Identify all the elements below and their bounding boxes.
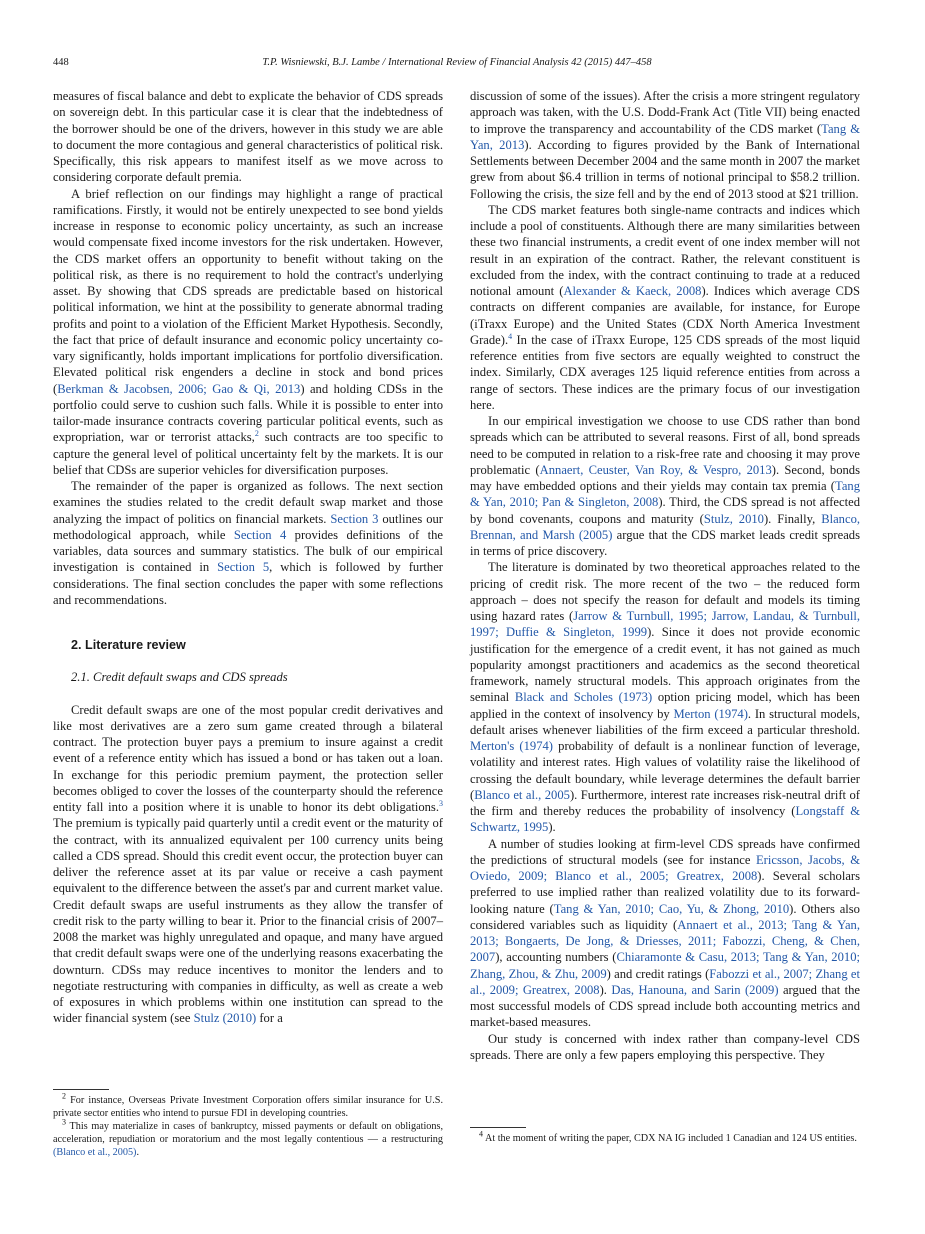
paragraph: discussion of some of the issues). After the crisis a more stringent regulatory approach was taken, with the U.S. Dodd-Frank Act (Title VII) being enacted to improve the transparency and accountability of the CDS market (Tang & Yan, 2013). According to figures provided by the Bank of International Settlements between December 2004 and the same month in 2007 the market grew from about $6.4 trillion in terms of notional principal to $58.2 trillion. Following the crisis, the size fell and by the end of 2013 stood at $21 trillion. (470, 89, 860, 201)
paragraph: A brief reflection on our findings may highlight a range of practical ramifications. Firstly, it would not be entirely unexpected to see bond yields increase in response to economic policy uncertainty, as such an increase would compensate fixed income investors for the risk undertaken. However, the CDS market offers an opportunity to benefit without taking on the political risk, as there is no requirement to hold the contract's underlying asset. By showing that CDS spreads are predictable based on historical political information, we hint at the possibility to generate abnormal trading profits and point to a violation of the Efficient Market Hypothesis. Secondly, the fact that price of default insurance and economic policy uncertainty co-vary significantly, holds important implications for portfolio diversification. Elevated political risk engenders a decline in stock and bond prices (Berkman & Jacobsen, 2006; Gao & Qi, 2013) and holding CDSs in the portfolio could serve to cushion such falls. While it is possible to enter into tailor-made insurance contracts covering particular political events, such as expropriation, war or terrorist attacks,$^2$ such contracts are too specific to capture the general level of political uncertainty felt by the markets. It is our belief that CDSs are superior vehicles for diversification purposes. (53, 186, 444, 477)
paragraph: measures of fiscal balance and debt to explicate the behavior of CDS spreads on sovereign debt. In this particular case it is clear that the indebtedness of the borrower should be one of the drivers, however in this study we are able to document the more contagious and general characteristics of political risk. Specifically, this risk appears to manifest itself as we move across to considering corporate default premia. (53, 89, 443, 185)
footnote-rule (53, 1089, 109, 1090)
footnote-ref[interactable]: 4 (508, 331, 513, 341)
citation-link[interactable]: Stulz, 2010 (703, 511, 764, 526)
citation-link[interactable]: Blanco et al., 2005 (474, 787, 570, 802)
footnotes-left (53, 1089, 443, 1159)
citation-link[interactable]: Fabozzi et al., 2007; Zhang et al., 2009; Greatrex, 2008 (470, 966, 861, 997)
citation-link[interactable]: Annaert, Ceuster, Van Roy, & Vespro, 2013 (539, 462, 772, 477)
citation-link[interactable]: Black and Scholes (1973) (514, 690, 653, 705)
citation-link[interactable]: Merton's (1974) (470, 739, 553, 753)
paragraph: Our study is concerned with index rather than company-level CDS spreads. There are only a few papers employing this perspective. They (470, 1031, 860, 1062)
footnote: $^4$ At the moment of writing the paper, CDX NA IG included 1 Canadian and 124 US entities. (479, 1129, 857, 1144)
paragraph: A number of studies looking at firm-level CDS spreads have confirmed the predictions of structural models (see for instance Ericsson, Jacobs, & Oviedo, 2009; Blanco et al., 2005; Greatrex, 2008). Several scholars preferred to use implied rather than realized volatility due to its forward-looking nature (Tang & Yan, 2010; Cao, Yu, & Zhong, 2010). Others also considered variables such as liquidity (Annaert et al., 2013; Tang & Yan, 2013; Bongaerts, De Jong, & Driesses, 2011; Fabozzi, Cheng, & Chen, 2007), accounting numbers (Chiaramonte & Casu, 2013; Tang & Yan, 2010; Zhang, Zhou, & Zhu, 2009) and credit ratings (Fabozzi et al., 2007; Zhang et al., 2009; Greatrex, 2008). Das, Hanouna, and Sarin (2009) argued that the most successful models of CDS spread include both accounting metrics and market-based measures. (470, 836, 861, 1030)
running-header (53, 57, 861, 71)
paragraph: Credit default swaps are one of the most popular credit derivatives and like most derivatives are a zero sum game created through a bilateral contract. The protection buyer pays a premium to insure against a credit event of a reference entity which has issued a bond or has taken out a loan. In exchange for this periodic premium payment, the protection seller becomes obliged to cover the losses of the counterparty should the reference entity fall into a position where it is unable to honor its debt obligations.$^3$ The premium is typically paid quarterly until a credit event or the maturity of the contract, with its annualized equivalent per 100 currency units being called a CDS spread. Should this credit event occur, the protection buyer can deliver the reference asset at its par value or receive a cash payment equivalent to the difference between the asset's par and current market value. Credit default swaps are useful instruments as they allow the transfer of credit risk to the party willing to bear it. Prior to the financial crisis of 2007–2008 the market was highly unregulated and opaque, and many have argued that credit default swaps were one of the underlying reasons exacerbating the downturn. CDSs may reduce incentives to monitor the lenders and to negotiate restructuring with companies in difficulty, as well as create a web of exposures in which problems within one institution can spread to the wider financial system (see Stulz (2010) for a (53, 702, 443, 1026)
citation-link[interactable]: Tang & Yan, 2013 (470, 121, 860, 152)
citation-link[interactable]: Annaert et al., 2013; Tang & Yan, 2013; Bongaerts, De Jong, & Driesses, 2011; Fabozzi, Cheng, & Chen, 2007 (470, 917, 861, 965)
paragraph: The literature is dominated by two theoretical approaches related to the pricing of credit risk. The more recent of the two – the reduced form approach – does not specify the reason for default and models its timing using hazard rates (Jarrow & Turnbull, 1995; Jarrow, Landau, & Turnbull, 1997; Duffie & Singleton, 1999). Since it does not provide economic justification for the emergence of a credit event, it has not gained as much popularity amongst practitioners and academics as the second theoretical framework, namely structural models. This approach originates from the seminal Black and Scholes (1973) option pricing model, which has been applied in the context of insolvency by Merton (1974). In structural models, default arises whenever liabilities of the firm exceed a particular threshold. Merton's (1974) probability of default is a nonlinear function of leverage, volatility and interest rates. High values of volatility raise the likelihood of crossing the default boundary, while leverage determines the default barrier (Blanco et al., 2005). Furthermore, interest rate increases risk-neutral drift of the firm and thereby reduces the probability of insolvency (Longstaff & Schwartz, 1995). (470, 560, 861, 835)
footnote-rule (470, 1127, 526, 1128)
section-link[interactable]: Section 3 (330, 511, 379, 526)
citation-link[interactable]: Stulz (2010) (193, 1011, 257, 1026)
citation-link[interactable]: Das, Hanouna, and Sarin (2009) (611, 982, 779, 997)
paragraph: The remainder of the paper is organized as follows. The next section examines the studies related to the credit default swap market and those analyzing the impact of politics on financial markets. Section 3 outlines our methodological approach, while Section 4 provides definitions of the variables, data sources and summary statistics. The bulk of our empirical investigation is contained in Section 5, which is followed by further considerations. The final section concludes the paper with some reflections and recommendations. (53, 479, 443, 607)
citation-link[interactable]: Berkman & Jacobsen, 2006; Gao & Qi, 2013 (57, 381, 301, 396)
footnote-ref[interactable]: 3 (439, 798, 443, 808)
right-column (470, 88, 860, 1063)
section-title: 2. Literature review (71, 638, 186, 652)
citation-link[interactable]: Longstaff & Schwartz, 1995 (470, 804, 860, 835)
citation-link[interactable]: Blanco, Brennan, and Marsh (2005) (470, 511, 861, 542)
subsection-title: 2.1. Credit default swaps and CDS spreads (71, 670, 288, 685)
section-link[interactable]: Section 4 (233, 527, 287, 542)
footnote: $^2$ For instance, Overseas Private Investment Corporation offers similar insurance for U.S. private sector entities who intend to pursue FDI in developing countries. (53, 1091, 443, 1119)
section-link[interactable]: Section 5 (217, 560, 270, 575)
left-column (53, 88, 443, 1027)
citation-link[interactable]: Merton (1974) (673, 706, 748, 721)
footnote-ref[interactable]: 2 (254, 429, 259, 439)
paragraph: In our empirical investigation we choose to use CDS rather than bond spreads which can be attributed to several reasons. First of all, bond spreads need to be computed in relation to a risk-free rate and choosing it may prove problematic (Annaert, Ceuster, Van Roy, & Vespro, 2013). Second, bonds may have embedded options and their yields may contain tax premia (Tang & Yan, 2010; Pan & Singleton, 2008). Third, the CDS spread is not affected by bond covenants, coupons and maturity (Stulz, 2010). Finally, Blanco, Brennan, and Marsh (2005) argue that the CDS market leads credit spreads in terms of price discovery. (470, 414, 861, 558)
citation-link[interactable]: Tang & Yan, 2010; Cao, Yu, & Zhong, 2010 (553, 901, 790, 916)
footnote: $^3$ This may materialize in cases of bankruptcy, missed payments or default on obligations, acceleration, repudiation or moratorium and the most legally contentious — a restructuring (Blanco et al., 2005). (53, 1117, 443, 1158)
paragraph: The CDS market features both single-name contracts and indices which include a pool of constituents. Although there are many similarities between these two financial instruments, a credit event of one index member will not result in an expiration of the contract. Rather, the relevant constituent is excluded from the index, with the contract continuing to trade at a reduced notional amount (Alexander & Kaeck, 2008). Indices which average CDS contracts on different companies are available, for instance, for Europe (iTraxx Europe) and the United States (CDX North America Investment Grade).$^4$ In the case of iTraxx Europe, 125 CDS spreads of the most liquid reference entities from five sectors are equally weighted to construct the index. Similarly, CDX averages 125 liquid reference entities from across a range of sectors. These indices are the primary focus of our investigation here. (470, 202, 860, 412)
citation-link[interactable]: Alexander & Kaeck, 2008 (563, 284, 702, 298)
citation-link[interactable]: Jarrow & Turnbull, 1995; Jarrow, Landau, & Turnbull, 1997; Duffie & Singleton, 1999 (470, 609, 861, 640)
footnotes-right (470, 1127, 860, 1145)
citation-link[interactable]: Tang & Yan, 2010; Pan & Singleton, 2008 (470, 479, 860, 510)
running-title: T.P. Wisniewski, B.J. Lambe / International Review of Financial Analysis 42 (2015) 447–458 (262, 57, 652, 68)
citation-link[interactable]: (Blanco et al., 2005) (53, 1147, 137, 1158)
citation-link[interactable]: Ericsson, Jacobs, & Oviedo, 2009; Blanco et al., 2005; Greatrex, 2008 (470, 852, 860, 883)
citation-link[interactable]: Chiaramonte & Casu, 2013; Tang & Yan, 2010; Zhang, Zhou, & Zhu, 2009 (470, 950, 860, 981)
page-number: 448 (53, 57, 69, 68)
